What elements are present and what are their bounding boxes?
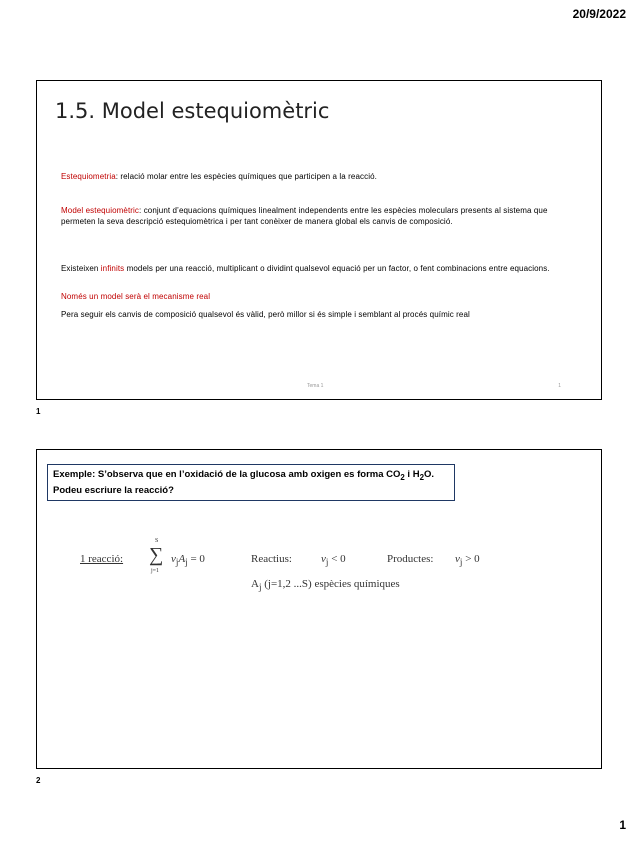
text: models per una reacció, multiplicant o dividint qualsevol equació per un factor, o fent combinacions entre equacions.	[124, 264, 550, 273]
models-paragraph	[61, 263, 581, 274]
equation-body: $\nu_jA_j = 0$	[171, 553, 205, 568]
slide-number: 1	[558, 383, 561, 389]
example-line-2: Podeu escriure la reacció?	[53, 484, 174, 496]
definition-text: : conjunt d’equacions químiques linealment independents entre les espècies moleculars presents al sistema que permeten la seva descripció estequiomètrica i per tant conèixer de manera global els canvis de composició.	[61, 206, 548, 226]
slide-label-2: 2	[36, 776, 41, 785]
equation-label: 1 reacció:	[80, 553, 124, 565]
example-box	[47, 464, 455, 501]
sum-upper-limit: S	[155, 538, 159, 544]
slide-title: 1.5. Model estequiomètric	[55, 99, 330, 123]
reactius-condition: $\nu_j < 0$	[321, 553, 346, 568]
definition-model	[61, 205, 581, 227]
definition-estequiometria	[61, 171, 581, 182]
example-line-1: Exemple: S’observa que en l’oxidació de la glucosa amb oxigen es forma $CO_2$ i $H_2O$.	[53, 469, 435, 482]
productes-label: Productes:	[387, 553, 434, 565]
text: Existeixen	[61, 264, 101, 273]
sum-lower-limit: j=1	[151, 568, 160, 574]
term-estequiometria: Estequiometria	[61, 172, 116, 181]
reactius-label: Reactius:	[251, 553, 292, 565]
mechanism-note: Només un model serà el mecanisme real	[61, 292, 211, 301]
term-infinits: infinits	[100, 264, 125, 273]
print-date: 20/9/2022	[572, 7, 626, 21]
slide-footer: Tema 1	[307, 383, 324, 389]
page-number: 1	[619, 818, 626, 832]
slide-2	[36, 449, 602, 769]
slide-label-1: 1	[36, 407, 41, 416]
term-model: Model estequiomètric	[61, 206, 140, 215]
stoichiometric-equation	[149, 538, 239, 578]
composition-note: Pera seguir els canvis de composició qualsevol és vàlid, però millor si és simple i semblant al procés químic real	[61, 310, 470, 319]
definition-text: : relació molar entre les espècies químiques que participen a la reacció.	[115, 172, 377, 181]
slide-1	[36, 80, 602, 400]
productes-condition: $\nu_j > 0$	[455, 553, 480, 568]
sum-symbol: ∑	[149, 544, 164, 566]
species-definition: $A_j$ (j=1,2 ...S) espècies químiques	[251, 578, 400, 593]
